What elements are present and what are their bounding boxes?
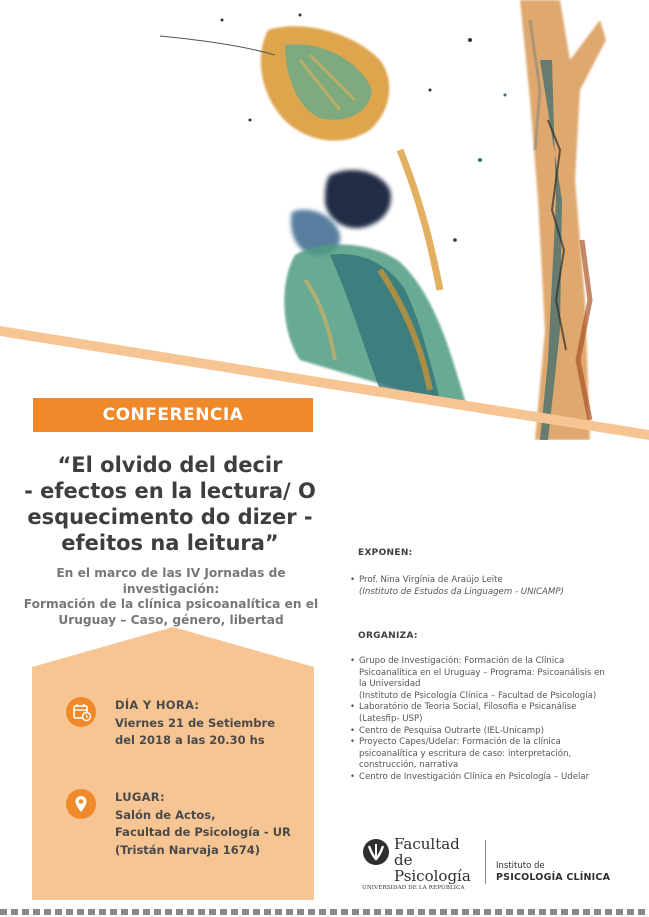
list-item <box>349 575 641 598</box>
location-line: Salón de Actos, <box>115 807 216 822</box>
subtitle-line: Formación de la clínica psicoanalítica en el <box>23 597 319 611</box>
logo-line: Psicología <box>394 867 471 885</box>
list-item-line: (Latesfip- USP) <box>359 713 423 724</box>
list-item-line: • Proyecto Capes/Udelar: Formación de la clínica <box>359 737 561 748</box>
map-pin-icon <box>66 789 96 819</box>
faculty-logo-icon <box>362 838 390 866</box>
list-item-line: Psicoanalítica en el Uruguay – Programa: Psicoanálisis en <box>359 667 605 678</box>
conference-subtitle <box>10 566 332 628</box>
conference-badge: CONFERENCIA <box>33 398 313 432</box>
date-time-block <box>115 697 275 750</box>
conference-title <box>20 452 320 556</box>
organiza-list <box>349 656 641 784</box>
list-item-line: • Centro de Pesquisa Outrarte (IEL-Unicamp) <box>359 725 544 736</box>
institute-logo <box>496 861 610 884</box>
title-line: - efectos en la lectura/ O <box>24 479 316 503</box>
bottom-dashed-border <box>0 909 649 915</box>
title-line: “El olvido del decir <box>57 453 283 477</box>
date-heading: DÍA Y HORA: <box>115 698 200 712</box>
location-block <box>115 789 291 859</box>
logo-line: Facultad de <box>394 835 460 869</box>
list-item <box>349 656 641 702</box>
title-line: esquecimento do dizer - <box>27 505 313 529</box>
institute-name: PSICOLOGÍA CLÍNICA <box>496 872 611 883</box>
date-line: Viernes 21 de Setiembre <box>115 715 275 730</box>
list-item <box>349 772 641 784</box>
list-item-line: la Universidad <box>359 679 421 690</box>
list-item-line: psicoanalítica y escritura de caso: interpretación, <box>359 748 572 759</box>
list-item-line: • Laboratório de Teoria Social, Filosofia e Psicanálise <box>359 702 577 713</box>
speaker-affiliation: (Instituto de Estudos da Linguagem - UNICAMP) <box>359 586 564 597</box>
faculty-logo-text <box>362 835 480 893</box>
title-line: efeitos na leitura” <box>61 531 279 555</box>
location-line: Facultad de Psicología - UR <box>115 825 291 839</box>
list-item-line: construcción, narrativa <box>359 760 459 771</box>
list-item-line: (Instituto de Psicología Clínica – Facultad de Psicología) <box>359 690 597 701</box>
exponen-heading: EXPONEN: <box>358 548 413 558</box>
speaker-name: • Prof. Nina Virgínia de Araújo Leite <box>359 575 503 585</box>
watercolor-illustration <box>0 0 649 440</box>
date-line: del 2018 a las 20.30 hs <box>115 733 265 747</box>
organiza-heading: ORGANIZA: <box>358 631 418 641</box>
exponen-list <box>349 575 641 598</box>
footer-divider <box>485 840 486 884</box>
subtitle-line: Uruguay – Caso, género, libertad <box>58 612 284 627</box>
info-panel-background <box>32 627 314 900</box>
calendar-clock-icon <box>66 697 96 727</box>
subtitle-line: En el marco de las IV Jornadas de investigación: <box>56 566 286 596</box>
location-heading: LUGAR: <box>115 790 165 804</box>
list-item <box>349 737 641 772</box>
location-line: (Tristán Narvaja 1674) <box>115 842 261 857</box>
institute-small: Instituto de <box>496 861 545 871</box>
list-item <box>349 726 641 738</box>
list-item-line: • Grupo de Investigación: Formación de la Clínica <box>359 656 565 666</box>
logo-university: UNIVERSIDAD DE LA REPÚBLICA <box>362 885 465 891</box>
list-item <box>349 702 641 725</box>
list-item-line: • Centro de Investigación Clínica en Psicología – Udelar <box>359 771 590 782</box>
